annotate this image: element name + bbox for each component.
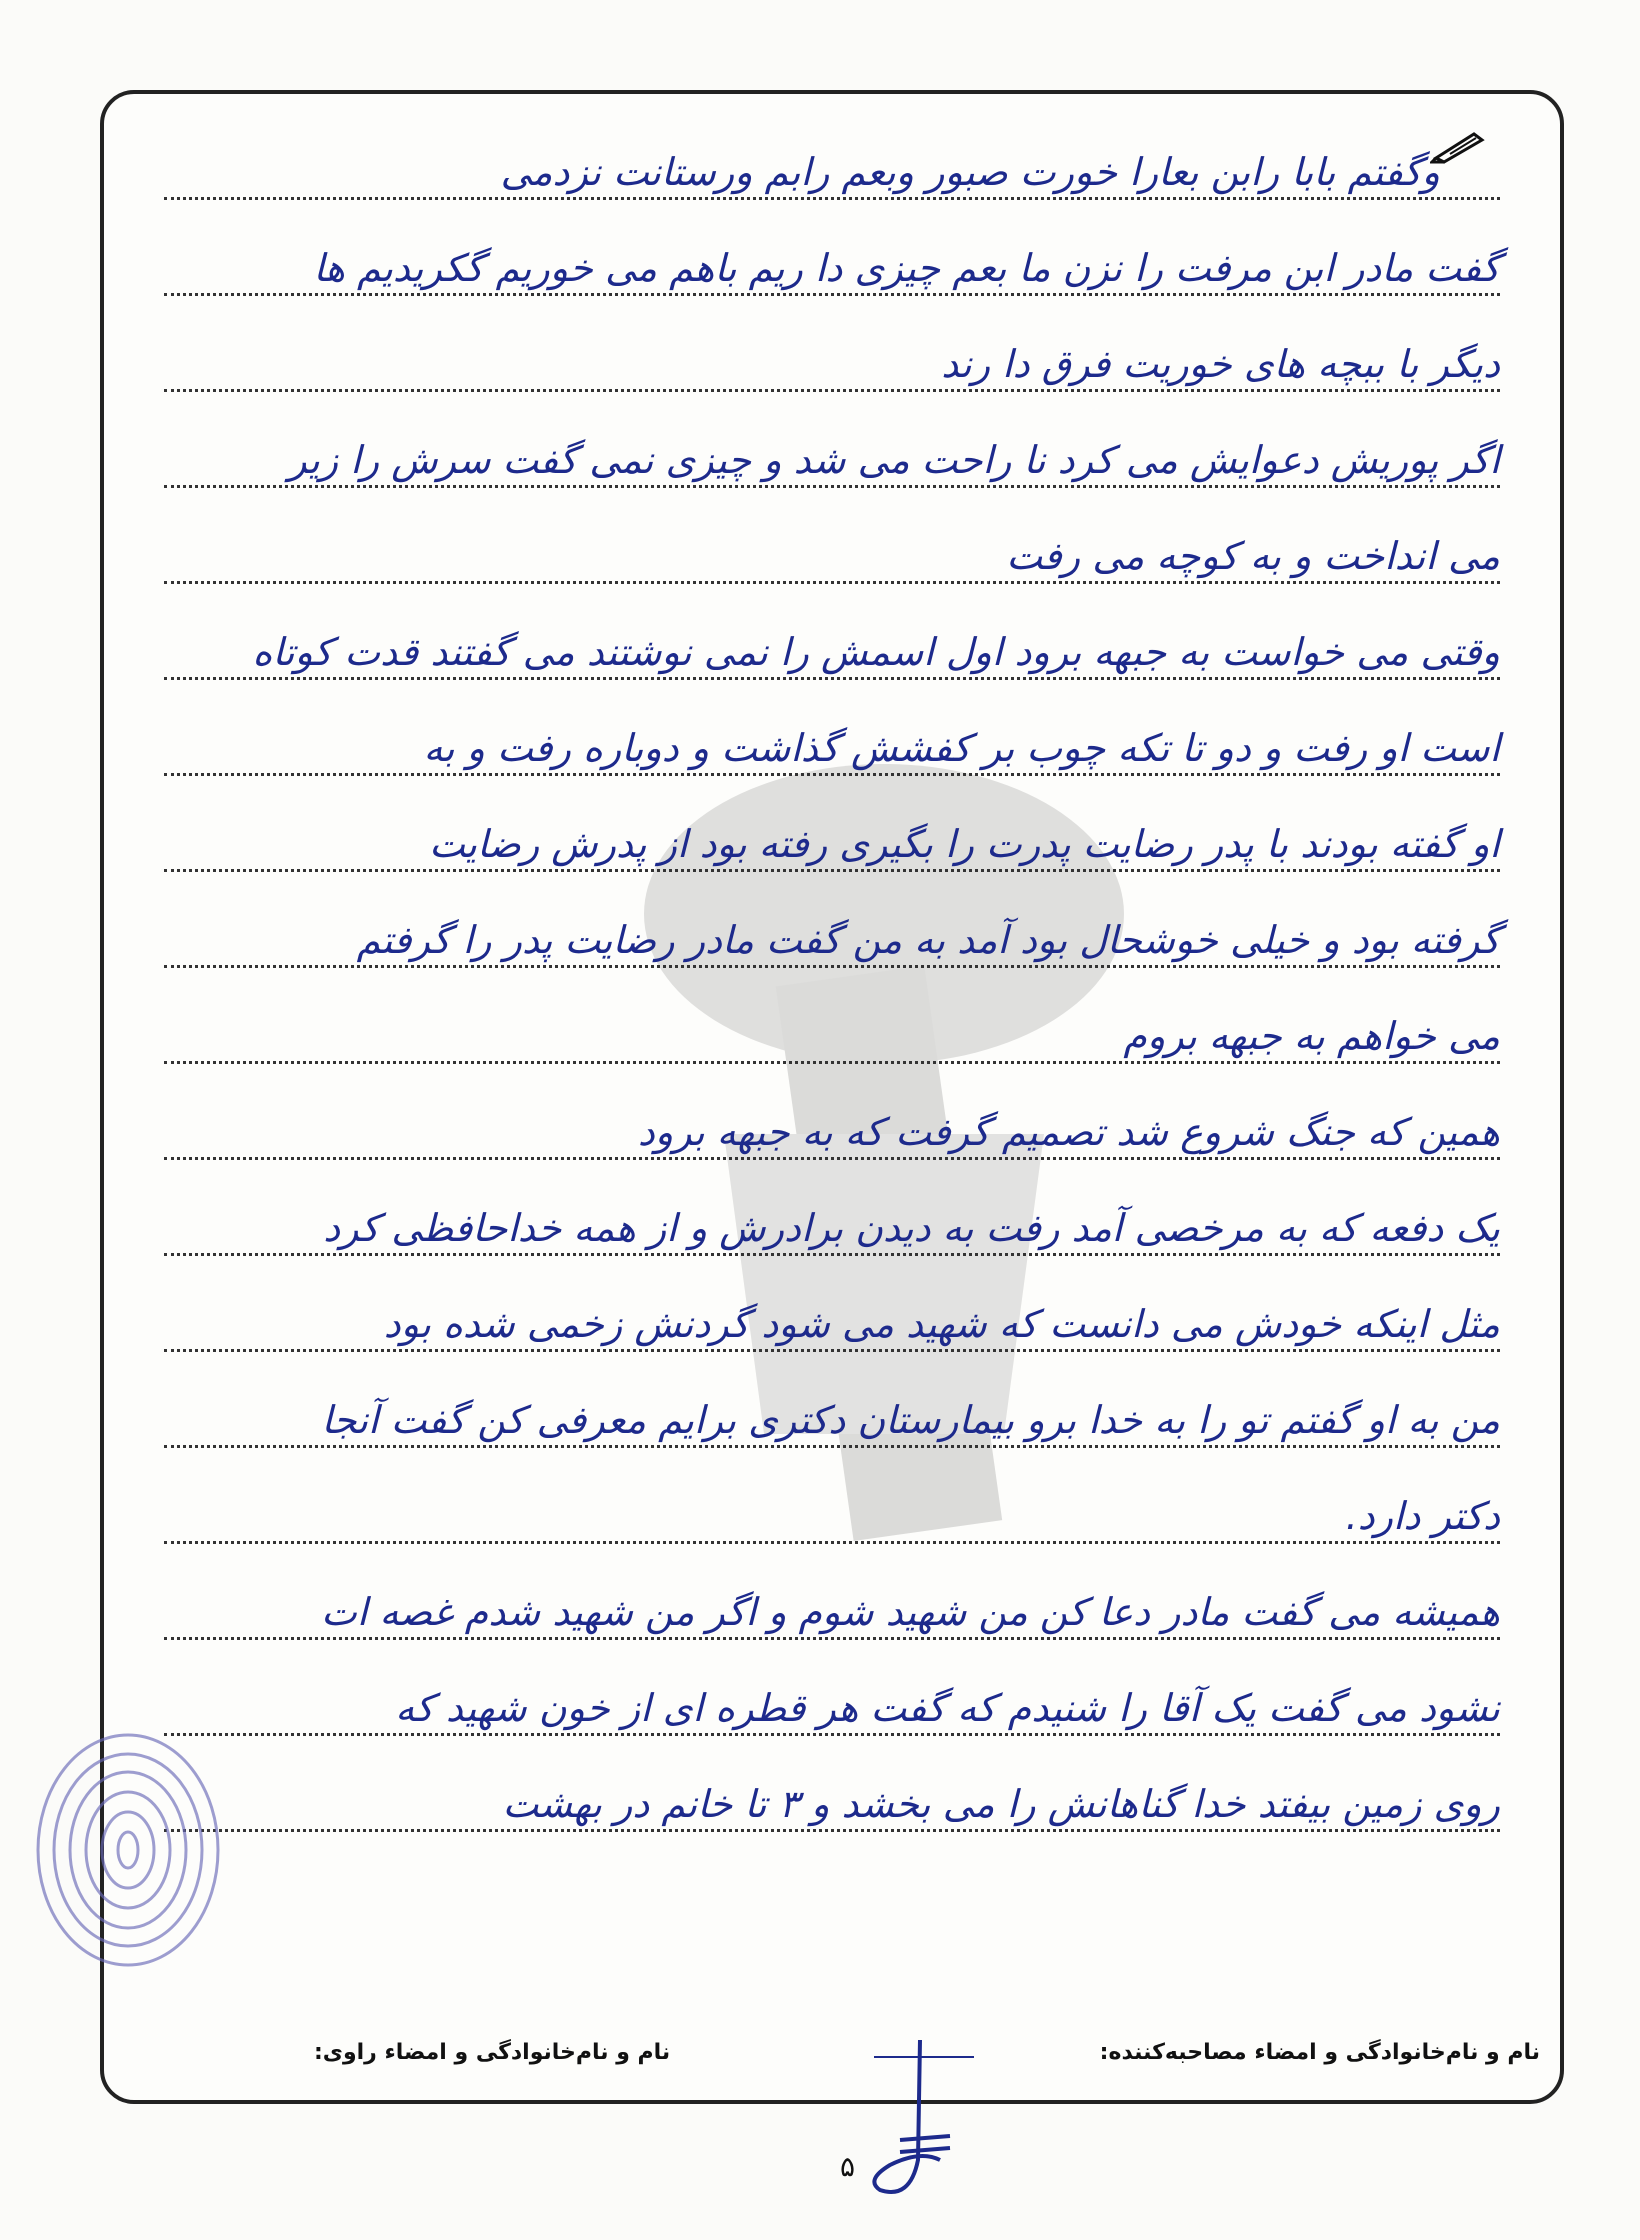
- text-line-1: وگفتم بابا رابن بعارا خورت صبور وبعم رابم ورستانت نزدمی: [164, 102, 1500, 200]
- text-line-10: می خواهم به جبهه بروم: [164, 966, 1500, 1064]
- text-line-3: دیگر با ببچه های خوریت فرق دا رند: [164, 294, 1500, 392]
- text-line-17: نشود می گفت یک آقا را شنیدم که گفت هر قطره ای از خون شهید که: [164, 1638, 1500, 1736]
- text-line-11: همین که جنگ شروع شد تصمیم گرفت که به جبهه برود: [164, 1062, 1500, 1160]
- text-line-7: است او رفت و دو تا تکه چوب بر کفشش گذاشت و دوباره رفت و به: [164, 678, 1500, 776]
- handwritten-signature: [860, 2040, 980, 2210]
- text-line-16: همیشه می گفت مادر دعا کن من شهید شوم و اگر من شهید شدم غصه ات: [164, 1542, 1500, 1640]
- text-line-15: دکتر دارد.: [164, 1446, 1500, 1544]
- text-line-9: گرفته بود و خیلی خوشحال بود آمد به من گفت مادر رضایت پدر را گرفتم: [164, 870, 1500, 968]
- narrator-signature-label: نام و نام‌خانوادگی و امضاء راوی:: [314, 2039, 671, 2065]
- text-line-8: او گفته بودند با پدر رضایت پدرت را بگیری رفته بود از پدرش رضایت: [164, 774, 1500, 872]
- text-line-12: یک دفعه که به مرخصی آمد رفت به دیدن برادرش و از همه خداحافظی کرد: [164, 1158, 1500, 1256]
- thumbprint-mark: [18, 1720, 228, 1980]
- text-line-2: گفت مادر ابن مرفت را نزن ما بعم چیزی دا ریم باهم می خوریم گکریدیم ها: [164, 198, 1500, 296]
- text-line-13: مثل اینکه خودش می دانست که شهید می شود گردنش زخمی شده بود: [164, 1254, 1500, 1352]
- text-line-5: می انداخت و به کوچه می رفت: [164, 486, 1500, 584]
- page-frame: [100, 90, 1564, 2104]
- text-line-4: اگر پوریش دعوایش می کرد نا راحت می شد و چیزی نمی گفت سرش را زیر: [164, 390, 1500, 488]
- interviewer-signature-label: نام و نام‌خانوادگی و امضاء مصاحبه‌کننده:: [1099, 2039, 1540, 2065]
- text-line-14: من به او گفتم تو را به خدا برو بیمارستان دکتری برایم معرفی کن گفت آنجا: [164, 1350, 1500, 1448]
- text-line-6: وقتی می خواست به جبهه برود اول اسمش را نمی نوشتند می گفتند قدت کوتاه: [164, 582, 1500, 680]
- signature-footer: [124, 2022, 1540, 2082]
- text-line-18: روی زمین بیفتد خدا گناهانش را می بخشد و ۳ تا خانم در بهشت: [164, 1734, 1500, 1832]
- page-number: ۵: [840, 2150, 856, 2183]
